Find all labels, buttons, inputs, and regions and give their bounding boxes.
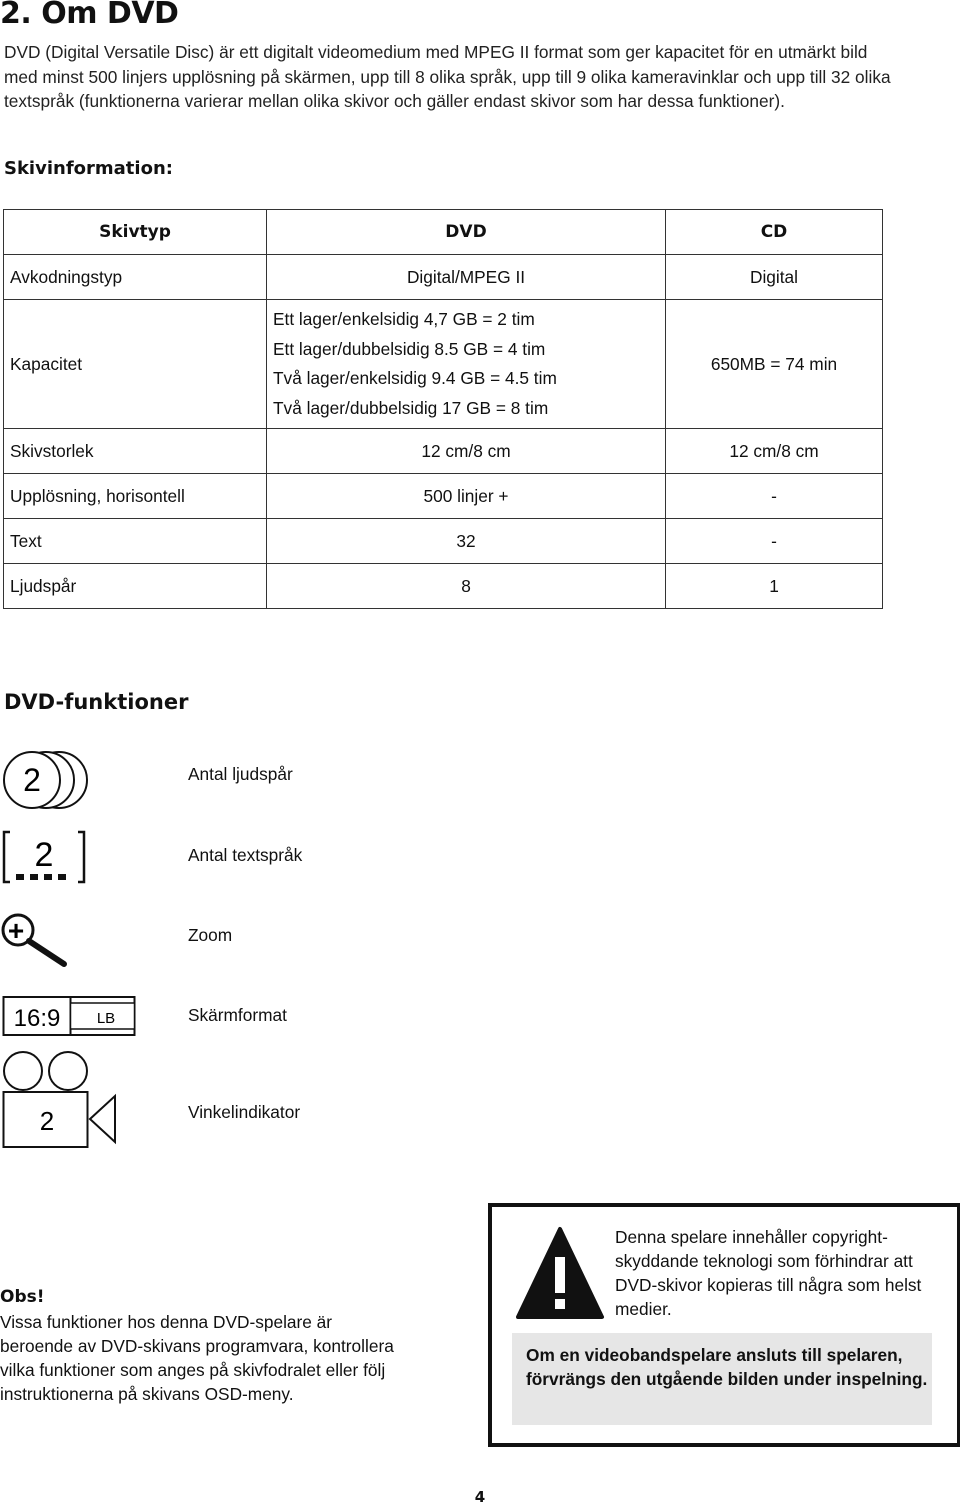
feature-label: Antal ljudspår	[188, 764, 293, 784]
subtitles-icon	[2, 830, 86, 886]
table-cell: Text	[4, 519, 267, 564]
table-cell: 32	[267, 519, 666, 564]
table-row	[4, 429, 883, 474]
page-number: 4	[474, 1488, 486, 1506]
camera-angle-number: 2	[39, 1106, 55, 1136]
table-cell: 1	[666, 564, 883, 609]
warning-triangle-icon	[514, 1225, 606, 1321]
obs-heading: Obs!	[0, 1287, 45, 1307]
table-cell: Digital	[666, 255, 883, 300]
table-cell: Avkodningstyp	[4, 255, 267, 300]
screen-format-icon	[2, 995, 138, 1037]
letterbox-text: LB	[96, 1010, 116, 1027]
intro-paragraph: DVD (Digital Versatile Disc) är ett digitalt videomedium med MPEG II format som ger kapacitet för en utmärkt bild med minst 500 linjers upplösning på skärmen, upp till 8 olika språk, upp till 9 olika kameravinklar och upp till 32 olika textspråk (funktionerna varierar mellan olika skivor och gäller endast skivor som har dessa funktioner).	[4, 42, 891, 111]
table-cell: Digital/MPEG II	[267, 255, 666, 300]
warning-box	[488, 1203, 960, 1447]
table-cell: Skivstorlek	[4, 429, 267, 474]
table-header-cell: CD	[666, 210, 883, 255]
feature-label: Zoom	[188, 925, 233, 945]
table-cell: -	[666, 474, 883, 519]
table-row	[4, 564, 883, 609]
table-row	[4, 255, 883, 300]
audio-tracks-icon	[2, 748, 92, 812]
audio-tracks-number: 2	[23, 762, 41, 798]
table-header-cell: Skivtyp	[4, 210, 267, 255]
capacity-line: Ett lager/enkelsidig 4,7 GB = 2 tim	[273, 309, 535, 329]
table-header-cell: DVD	[267, 210, 666, 255]
obs-body: Vissa funktioner hos denna DVD-spelare är beroende av DVD-skivans programvara, kontrollera vilka funktioner som anges på skivfodralet eller följ instruktionerna på skivans OSD-meny.	[0, 1312, 394, 1404]
warning-text: Denna spelare innehåller copyright-skyddande teknologi som förhindrar att DVD-skivor kopieras till några som helst medier.	[615, 1227, 922, 1319]
aspect-ratio-text: 16:9	[13, 1005, 61, 1032]
disc-info-table	[3, 209, 883, 609]
camera-angle-icon	[2, 1050, 120, 1150]
table-cell: 12 cm/8 cm	[267, 429, 666, 474]
table-row	[4, 519, 883, 564]
table-row	[4, 300, 883, 429]
table-header-row	[4, 210, 883, 255]
zoom-plus-sign: +	[7, 915, 25, 946]
table-cell: 650MB = 74 min	[666, 300, 883, 429]
table-cell: 12 cm/8 cm	[666, 429, 883, 474]
capacity-dvd-cell	[267, 300, 666, 429]
table-row	[4, 474, 883, 519]
zoom-icon	[0, 912, 72, 970]
feature-label: Skärmformat	[188, 1005, 287, 1025]
table-cell: Upplösning, horisontell	[4, 474, 267, 519]
subtitles-number: 2	[34, 836, 54, 874]
table-cell: 500 linjer +	[267, 474, 666, 519]
capacity-line: Ett lager/dubbelsidig 8.5 GB = 4 tim	[273, 338, 546, 359]
warning-highlight: Om en videobandspelare ansluts till spelaren, förvrängs den utgående bilden under inspelning.	[512, 1333, 932, 1425]
capacity-line: Två lager/enkelsidig 9.4 GB = 4.5 tim	[273, 368, 557, 388]
capacity-line: Två lager/dubbelsidig 17 GB = 8 tim	[273, 397, 549, 418]
table-cell: Kapacitet	[4, 300, 267, 429]
table-cell: 8	[267, 564, 666, 609]
feature-label: Vinkelindikator	[188, 1102, 301, 1122]
feature-label: Antal textspråk	[188, 845, 303, 865]
disc-info-heading: Skivinformation:	[4, 158, 173, 179]
table-cell: Ljudspår	[4, 564, 267, 609]
table-cell: -	[666, 519, 883, 564]
features-heading: DVD-funktioner	[4, 690, 189, 714]
page-title: 2. Om DVD	[0, 0, 179, 31]
